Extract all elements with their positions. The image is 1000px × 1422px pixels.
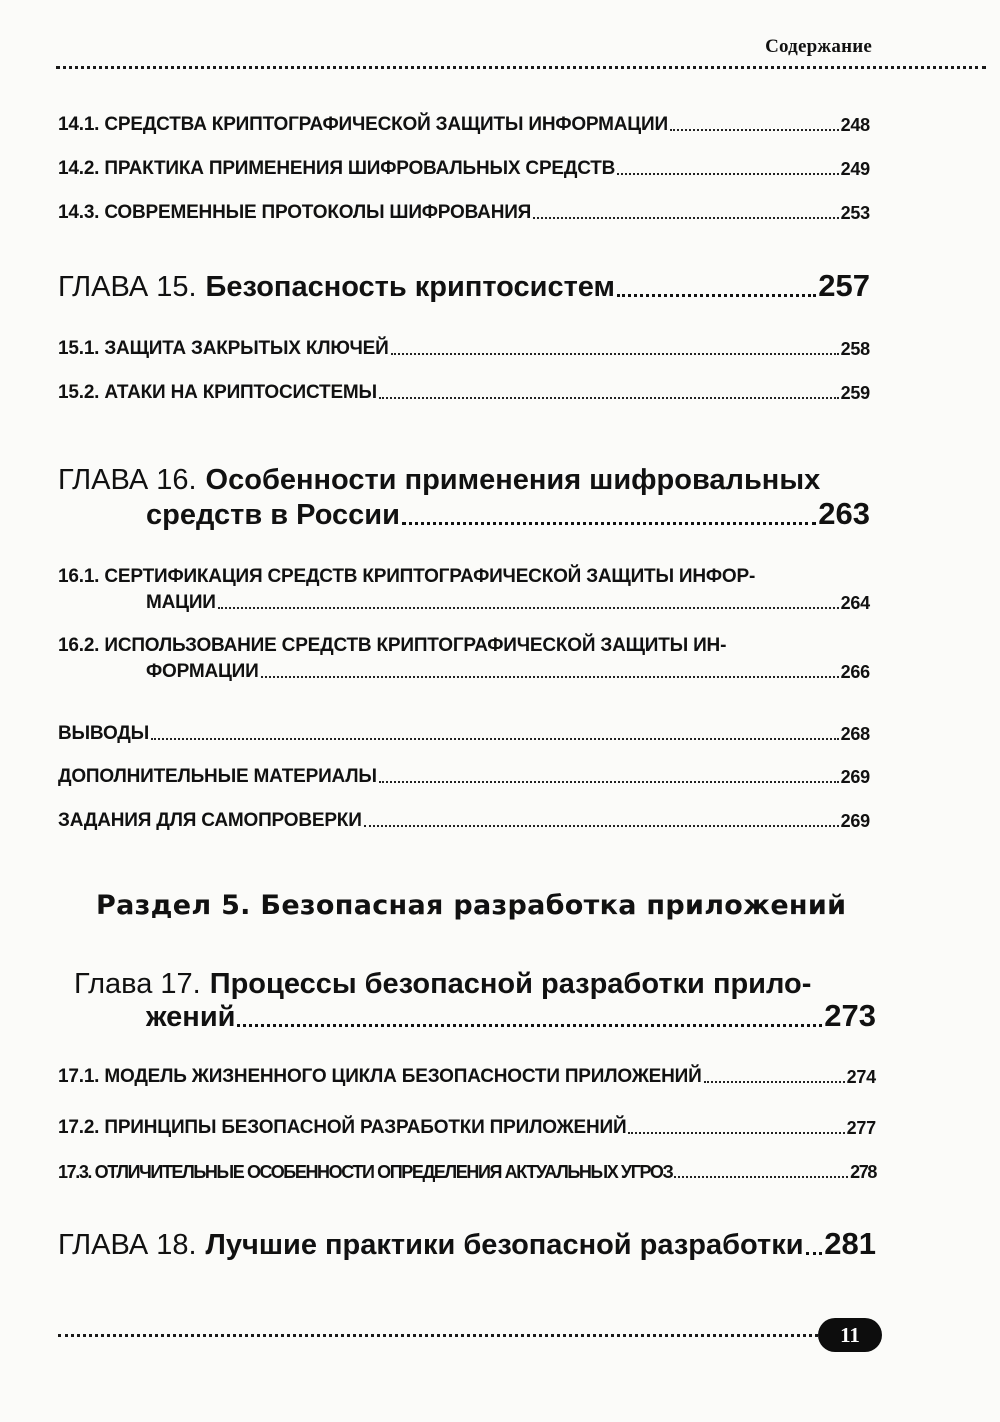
- leader-dots: [379, 397, 839, 399]
- section-number: 14.1.: [58, 114, 100, 135]
- toc-entry-14-1[interactable]: [58, 114, 870, 136]
- section-title: МОДЕЛЬ ЖИЗНЕННОГО ЦИКЛА БЕЗОПАСНОСТИ ПРИЛОЖЕНИЙ: [104, 1066, 702, 1087]
- toc-entry-17-2[interactable]: [58, 1117, 876, 1139]
- leader-dots: [674, 1176, 848, 1178]
- page-ref: 257: [818, 268, 870, 303]
- chapter-title: Безопасность криптосистем: [205, 271, 615, 303]
- section-title: ПРАКТИКА ПРИМЕНЕНИЯ ШИФРОВАЛЬНЫХ СРЕДСТВ: [104, 158, 616, 179]
- leader-dots: [617, 173, 838, 175]
- section-number: 16.2.: [58, 635, 100, 656]
- leader-dots: [151, 738, 839, 740]
- leader-dots: [704, 1081, 845, 1083]
- chapter-title: Лучшие практики безопасной разработки: [205, 1229, 804, 1261]
- section-number: 17.1.: [58, 1066, 100, 1087]
- footer-dotted-rule: [58, 1334, 824, 1337]
- toc-entry-14-3[interactable]: [58, 202, 870, 224]
- page-ref: 264: [840, 593, 870, 613]
- leader-dots: [391, 353, 839, 355]
- part-heading[interactable]: Раздел 5. Безопасная разработка приложений: [96, 890, 847, 921]
- page-ref: 249: [840, 159, 870, 179]
- leader-dots: [261, 676, 839, 678]
- chapter-title-continued: жений: [146, 1001, 236, 1033]
- chapter-title: Особенности применения шифровальных: [205, 464, 821, 496]
- section-title: ИСПОЛЬЗОВАНИЕ СРЕДСТВ КРИПТОГРАФИЧЕСКОЙ ЗАЩИТЫ ИН-: [104, 635, 727, 656]
- entry-title: ВЫВОДЫ: [58, 723, 150, 744]
- section-number: 15.2.: [58, 382, 100, 403]
- leader-dots: [402, 522, 816, 525]
- page-ref: 278: [850, 1162, 876, 1182]
- running-header: Содержание: [765, 36, 872, 57]
- section-title: ЗАЩИТА ЗАКРЫТЫХ КЛЮЧЕЙ: [104, 338, 389, 359]
- leader-dots: [218, 607, 839, 609]
- toc-chapter-17-line1[interactable]: [74, 968, 811, 1001]
- toc-entry-16-1-line1[interactable]: [58, 566, 755, 588]
- section-title: АТАКИ НА КРИПТОСИСТЕМЫ: [104, 382, 377, 403]
- page-ref: 259: [840, 383, 870, 403]
- toc-entry-conclusions[interactable]: [58, 723, 870, 745]
- toc-entry-17-3[interactable]: [58, 1162, 876, 1183]
- page-ref: 274: [846, 1067, 876, 1087]
- section-title-continued: МАЦИИ: [146, 592, 216, 613]
- page-ref: 269: [840, 767, 870, 787]
- leader-dots: [806, 1252, 823, 1255]
- header-dotted-rule: [56, 66, 986, 69]
- toc-entry-15-2[interactable]: [58, 382, 870, 404]
- section-title: ПРИНЦИПЫ БЕЗОПАСНОЙ РАЗРАБОТКИ ПРИЛОЖЕНИЙ: [104, 1117, 627, 1138]
- toc-entry-additional-materials[interactable]: [58, 766, 870, 788]
- section-title: СЕРТИФИКАЦИЯ СРЕДСТВ КРИПТОГРАФИЧЕСКОЙ ЗАЩИТЫ ИНФОР-: [104, 566, 756, 587]
- chapter-label: Глава 17.: [74, 968, 201, 1000]
- page-number-badge: 11: [818, 1318, 882, 1352]
- toc-entry-16-1-line2[interactable]: [146, 592, 870, 614]
- toc-chapter-16-line2[interactable]: [146, 496, 870, 532]
- chapter-title-continued: средств в России: [146, 499, 400, 531]
- section-title-continued: ФОРМАЦИИ: [146, 661, 259, 682]
- chapter-title: Процессы безопасной разработки прило-: [209, 968, 812, 1000]
- chapter-label: ГЛАВА 18.: [58, 1229, 197, 1261]
- page-ref: 258: [840, 339, 870, 359]
- section-number: 16.1.: [58, 566, 100, 587]
- section-number: 17.3.: [58, 1162, 92, 1182]
- chapter-label: ГЛАВА 15.: [58, 271, 197, 303]
- page-ref: 268: [840, 724, 870, 744]
- leader-dots: [364, 825, 839, 827]
- page-ref: 253: [840, 203, 870, 223]
- toc-entry-16-2-line2[interactable]: [146, 661, 870, 683]
- section-number: 15.1.: [58, 338, 100, 359]
- leader-dots: [628, 1132, 844, 1134]
- toc-chapter-15[interactable]: [58, 268, 870, 304]
- section-title: СРЕДСТВА КРИПТОГРАФИЧЕСКОЙ ЗАЩИТЫ ИНФОРМАЦИИ: [104, 114, 668, 135]
- section-number: 14.3.: [58, 202, 100, 223]
- toc-entry-self-check[interactable]: [58, 810, 870, 832]
- section-number: 17.2.: [58, 1117, 100, 1138]
- toc-entry-15-1[interactable]: [58, 338, 870, 360]
- page-ref: 277: [846, 1118, 876, 1138]
- leader-dots: [670, 129, 839, 131]
- page-ref: 269: [840, 811, 870, 831]
- page-ref: 281: [824, 1226, 876, 1261]
- page-ref: 248: [840, 115, 870, 135]
- leader-dots: [617, 294, 816, 297]
- toc-entry-17-1[interactable]: [58, 1066, 876, 1088]
- toc-entry-14-2[interactable]: [58, 158, 870, 180]
- page-ref: 273: [824, 998, 876, 1033]
- section-title: СОВРЕМЕННЫЕ ПРОТОКОЛЫ ШИФРОВАНИЯ: [104, 202, 532, 223]
- chapter-label: ГЛАВА 16.: [58, 464, 197, 496]
- toc-entry-16-2-line1[interactable]: [58, 635, 726, 657]
- leader-dots: [237, 1024, 822, 1027]
- entry-title: ЗАДАНИЯ ДЛЯ САМОПРОВЕРКИ: [58, 810, 362, 831]
- page-ref: 266: [840, 662, 870, 682]
- toc-chapter-17-line2[interactable]: [146, 998, 876, 1034]
- page-ref: 263: [818, 496, 870, 531]
- section-number: 14.2.: [58, 158, 100, 179]
- toc-chapter-16-line1[interactable]: [58, 464, 820, 497]
- section-title: ОТЛИЧИТЕЛЬНЫЕ ОСОБЕННОСТИ ОПРЕДЕЛЕНИЯ АКТУАЛЬНЫХ УГРОЗ: [94, 1162, 673, 1182]
- leader-dots: [379, 781, 839, 783]
- leader-dots: [533, 217, 838, 219]
- entry-title: ДОПОЛНИТЕЛЬНЫЕ МАТЕРИАЛЫ: [58, 766, 377, 787]
- toc-chapter-18[interactable]: [58, 1226, 876, 1262]
